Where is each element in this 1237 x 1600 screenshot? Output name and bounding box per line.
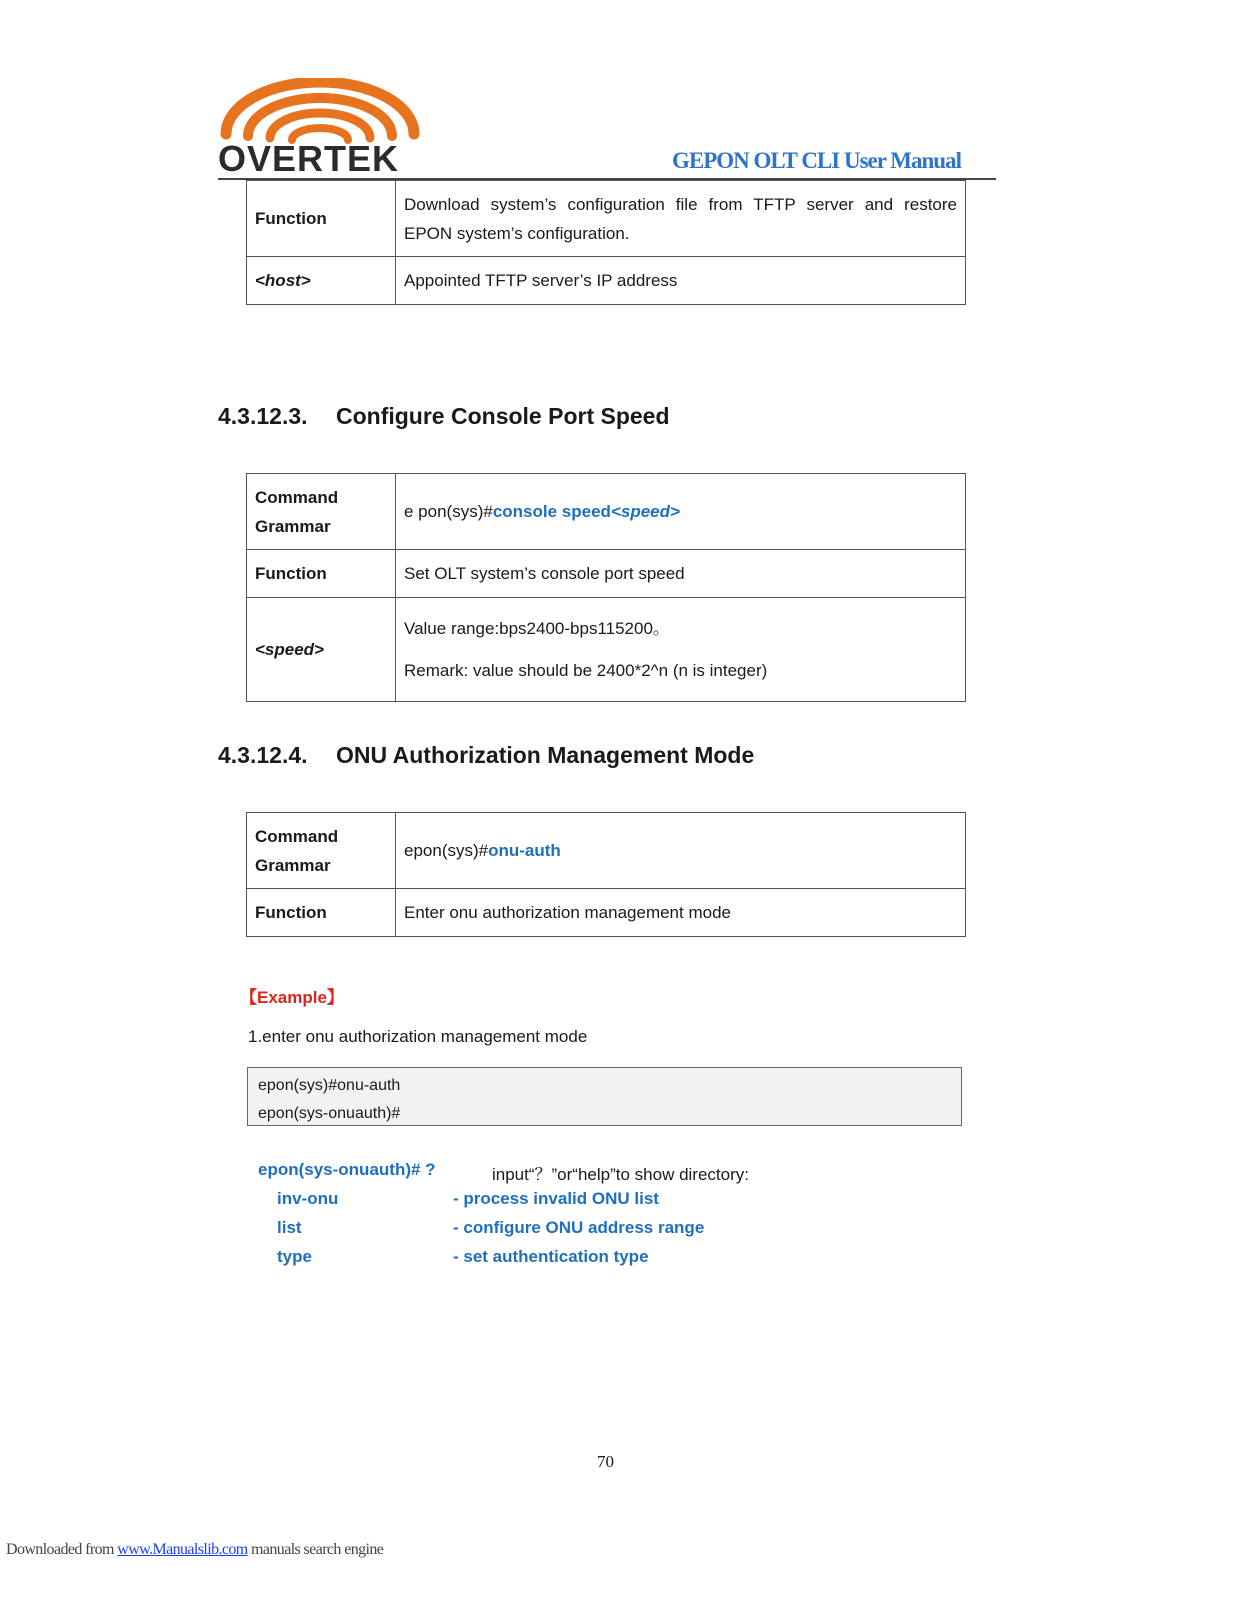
svg-text:OVERTEK: OVERTEK xyxy=(218,138,400,174)
remark-text: Remark: value should be 2400*2^n (n is integer) xyxy=(404,660,768,680)
example-intro: 1.enter onu authorization management mode xyxy=(248,1027,588,1046)
footer-prefix: Downloaded from xyxy=(6,1541,118,1558)
function-value: Download system’s configuration file from TFTP server and restore EPON system’s configuration. xyxy=(396,181,966,257)
overtek-logo xyxy=(218,78,423,174)
code-block xyxy=(247,1067,962,1126)
cli-prompt: epon(sys-onuauth)# ? xyxy=(258,1160,436,1179)
function-label: Function xyxy=(247,550,396,598)
command-grammar-label: Command Grammar xyxy=(247,813,396,889)
cli-prompt-note: input“？”or“help”to show directory: xyxy=(492,1165,749,1184)
table-row xyxy=(247,257,966,305)
manualslib-link[interactable]: www.Manualslib.com xyxy=(117,1541,248,1558)
cli-command-name: type xyxy=(277,1247,312,1266)
cli-command-name: inv-onu xyxy=(277,1189,339,1208)
command-text: onu-auth xyxy=(488,841,561,860)
speed-param-value xyxy=(396,598,966,702)
section-title: ONU Authorization Management Mode xyxy=(336,742,755,768)
table-row xyxy=(247,181,966,257)
table-row xyxy=(247,813,966,889)
function-label: Function xyxy=(247,181,396,257)
section-title: Configure Console Port Speed xyxy=(336,403,670,429)
table-row xyxy=(247,474,966,550)
cli-command-name: list xyxy=(277,1218,302,1237)
section-heading-console-speed xyxy=(218,403,670,430)
command-grammar-value xyxy=(396,813,966,889)
table-row xyxy=(247,598,966,702)
download-footer xyxy=(6,1541,383,1559)
cli-command-desc: - set authentication type xyxy=(453,1247,649,1266)
cli-command-desc: - process invalid ONU list xyxy=(453,1189,659,1208)
param-text: <speed> xyxy=(610,502,680,521)
function-value: Enter onu authorization management mode xyxy=(396,889,966,937)
tftp-restore-table xyxy=(246,180,966,305)
command-text: console speed xyxy=(492,502,611,521)
footer-suffix: manuals search engine xyxy=(247,1541,384,1558)
table-row xyxy=(247,889,966,937)
example-label: 【Example】 xyxy=(240,988,344,1007)
host-param-label: <host> xyxy=(247,257,396,305)
code-line: epon(sys-onuauth)# xyxy=(258,1105,401,1122)
host-param-value: Appointed TFTP server’s IP address xyxy=(396,257,966,305)
prompt-text: e pon(sys)# xyxy=(404,502,493,521)
function-label: Function xyxy=(247,889,396,937)
onu-auth-table xyxy=(246,812,966,937)
manual-title: GEPON OLT CLI User Manual xyxy=(672,148,961,173)
code-line: epon(sys)#onu-auth xyxy=(258,1077,401,1094)
section-number: 4.3.12.3. xyxy=(218,403,308,429)
prompt-text: epon(sys)# xyxy=(404,841,489,860)
function-value: Set OLT system’s console port speed xyxy=(396,550,966,598)
command-grammar-label: Command Grammar xyxy=(247,474,396,550)
section-number: 4.3.12.4. xyxy=(218,742,308,768)
console-speed-table xyxy=(246,473,966,702)
command-grammar-value xyxy=(396,474,966,550)
speed-param-label: <speed> xyxy=(247,598,396,702)
cli-command-desc: - configure ONU address range xyxy=(453,1218,705,1237)
table-row xyxy=(247,550,966,598)
section-heading-onu-auth xyxy=(218,742,754,769)
page-number: 70 xyxy=(597,1452,614,1471)
value-range-text: Value range:bps2400-bps115200。 xyxy=(404,618,670,638)
